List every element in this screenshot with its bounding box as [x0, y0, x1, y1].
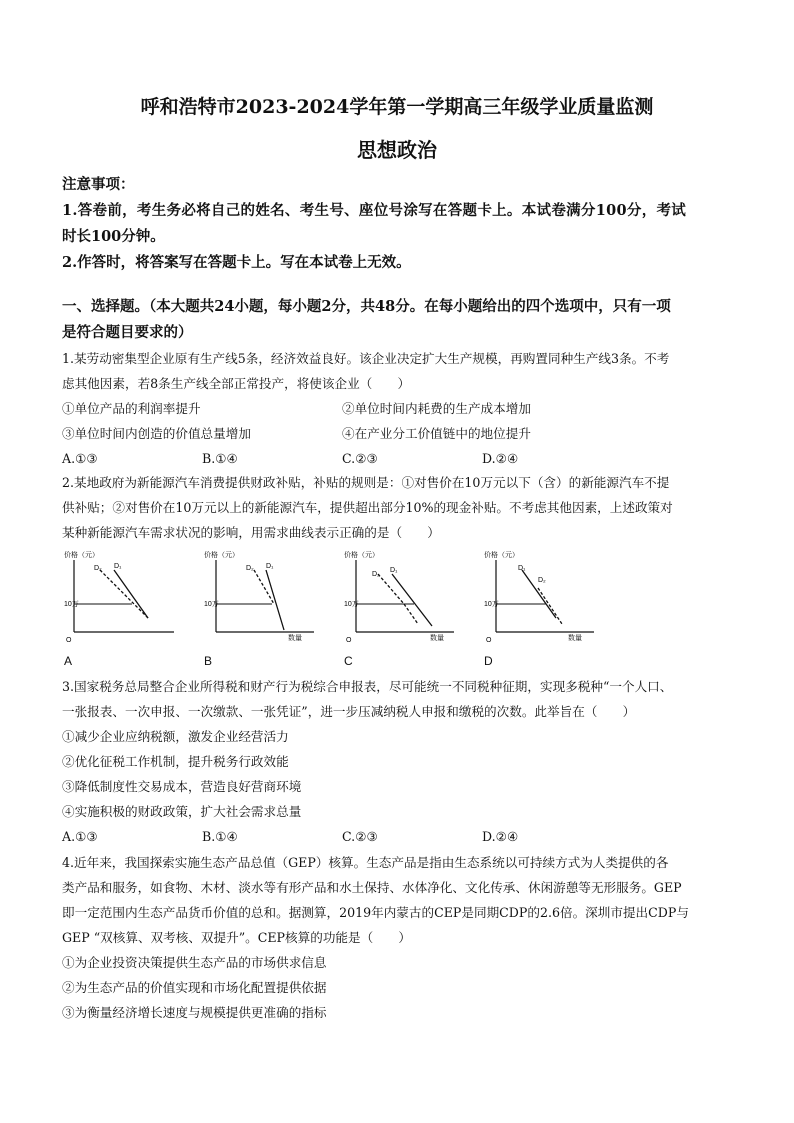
- graph-c: [342, 548, 462, 648]
- notice-line: 1.答卷前，考生务必将自己的姓名、考生号、座位号涂写在答题卡上。本试卷满分100分，考试: [62, 202, 687, 219]
- choice-d: D.②④: [482, 451, 519, 466]
- question-4: [62, 850, 734, 1025]
- option-row: [62, 421, 734, 446]
- question-text: 即一定范围内生态产品货币价值的总和。据测算，2019年内蒙古的CEP是同期CDP的2.6倍。深圳市提出CDP与: [62, 905, 689, 920]
- curve-d1-label: D₁: [518, 565, 526, 572]
- price-tick: 10万: [64, 601, 79, 608]
- notice-heading: 注意事项：: [62, 176, 135, 193]
- x-axis-label: 数量: [430, 635, 444, 642]
- graph-d: [482, 548, 602, 648]
- curve-d1-label: D₁: [390, 567, 398, 574]
- question-text: 3.国家税务总局整合企业所得税和财产行为税综合申报表，尽可能统一不同税种征期，实现多税种“一个人口、: [62, 679, 673, 694]
- question-text: 某种新能源汽车需求状况的影响，用需求曲线表示正确的是（ ）: [62, 525, 440, 540]
- option-item: ①单位产品的利润率提升: [62, 401, 201, 416]
- price-tick: 10万: [344, 601, 359, 608]
- question-2: [62, 470, 734, 545]
- option-item: ②为生态产品的价值实现和市场化配置提供依据: [62, 980, 327, 995]
- option-item: ①为企业投资决策提供生态产品的市场供求信息: [62, 955, 327, 970]
- option-item: ②单位时间内耗费的生产成本增加: [342, 401, 531, 416]
- graph-b: [202, 548, 322, 648]
- choice-row: [62, 824, 734, 849]
- option-item: ③降低制度性交易成本，营造良好营商环境: [62, 779, 302, 794]
- curve-d2-label: D₂: [246, 565, 254, 572]
- notice-line: 时长100分钟。: [62, 228, 165, 245]
- demand-graphs: [62, 548, 662, 670]
- origin-label: O: [66, 637, 72, 644]
- choice-b: B.①④: [202, 451, 238, 466]
- section-line: 一、选择题。（本大题共24小题，每小题2分，共48分。在每小题给出的四个选项中，只有一项: [62, 298, 671, 315]
- x-axis-label: 数量: [568, 635, 582, 642]
- notice-line: 2.作答时，将答案写在答题卡上。写在本试卷上无效。: [62, 254, 411, 271]
- y-axis-label: 价格（元）: [344, 552, 379, 559]
- graph-label-c: C: [344, 654, 353, 668]
- question-text: 4.近年来，我国探索实施生态产品总值（GEP）核算。生态产品是指由生态系统以可持续方式为人类提供的各: [62, 855, 669, 870]
- choice-row: [62, 446, 734, 471]
- choice-c: C.②③: [342, 829, 378, 844]
- choice-b: B.①④: [202, 829, 238, 844]
- question-text: GEP “双核算、双考核、双提升”。CEP核算的功能是（ ）: [62, 930, 411, 945]
- price-tick: 10万: [484, 601, 499, 608]
- option-item: ③为衡量经济增长速度与规模提供更准确的指标: [62, 1005, 327, 1020]
- question-text: 2.某地政府为新能源汽车消费提供财政补贴，补贴的规则是：①对售价在10万元以下（含）的新能源汽车不提: [62, 475, 670, 490]
- curve-d1-label: D₁: [114, 563, 122, 570]
- graph-label-b: B: [204, 654, 213, 668]
- question-text: 类产品和服务，如食物、木材、淡水等有形产品和水土保持、水体净化、文化传承、休闲游憩等无形服务。GEP: [62, 880, 682, 895]
- origin-label: O: [486, 637, 492, 644]
- option-item: ③单位时间内创造的价值总量增加: [62, 426, 251, 441]
- choice-d: D.②④: [482, 829, 519, 844]
- exam-title: 呼和浩特市2023-2024学年第一学期高三年级学业质量监测: [140, 96, 654, 118]
- graph-label-d: D: [484, 654, 493, 668]
- option-row: [62, 396, 734, 421]
- option-item: ②优化征税工作机制，提升税务行政效能: [62, 754, 289, 769]
- option-item: ④实施积极的财政政策，扩大社会需求总量: [62, 804, 302, 819]
- curve-d2-label: D₂: [538, 577, 546, 584]
- y-axis-label: 价格（元）: [64, 552, 99, 559]
- x-axis-label: 数量: [288, 635, 302, 642]
- question-text: 供补贴；②对售价在10万元以上的新能源汽车，提供超出部分10%的现金补贴。不考虑其他因素，上述政策对: [62, 500, 673, 515]
- price-tick: 10万: [204, 601, 219, 608]
- question-text: 一张报表、一次申报、一次缴款、一张凭证”，进一步压减纳税人申报和缴税的次数。此举旨在（ ）: [62, 704, 636, 719]
- question-3: [62, 674, 734, 849]
- option-item: ④在产业分工价值链中的地位提升: [342, 426, 531, 441]
- y-axis-label: 价格（元）: [204, 552, 239, 559]
- graph-label-a: A: [64, 654, 73, 668]
- choice-a: A.①③: [62, 829, 98, 844]
- curve-d1-label: D₁: [266, 563, 274, 570]
- option-item: ①减少企业应纳税额，激发企业经营活力: [62, 729, 289, 744]
- section-heading: [62, 294, 734, 346]
- notice-block: [62, 172, 734, 276]
- curve-d2-label: D₂: [94, 565, 102, 572]
- subject-title: 思想政治: [357, 138, 437, 162]
- choice-a: A.①③: [62, 451, 98, 466]
- curve-d2-label: D₂: [372, 571, 380, 578]
- question-text: 1.某劳动密集型企业原有生产线5条，经济效益良好。该企业决定扩大生产规模，再购置同种生产线3条。不考: [62, 351, 670, 366]
- origin-label: O: [346, 637, 352, 644]
- graph-a: [62, 548, 182, 648]
- y-axis-label: 价格（元）: [484, 552, 519, 559]
- question-text: 虑其他因素，若8条生产线全部正常投产，将使该企业（ ）: [62, 376, 411, 391]
- question-1: [62, 346, 734, 471]
- section-line: 是符合题目要求的）: [62, 324, 193, 341]
- choice-c: C.②③: [342, 451, 378, 466]
